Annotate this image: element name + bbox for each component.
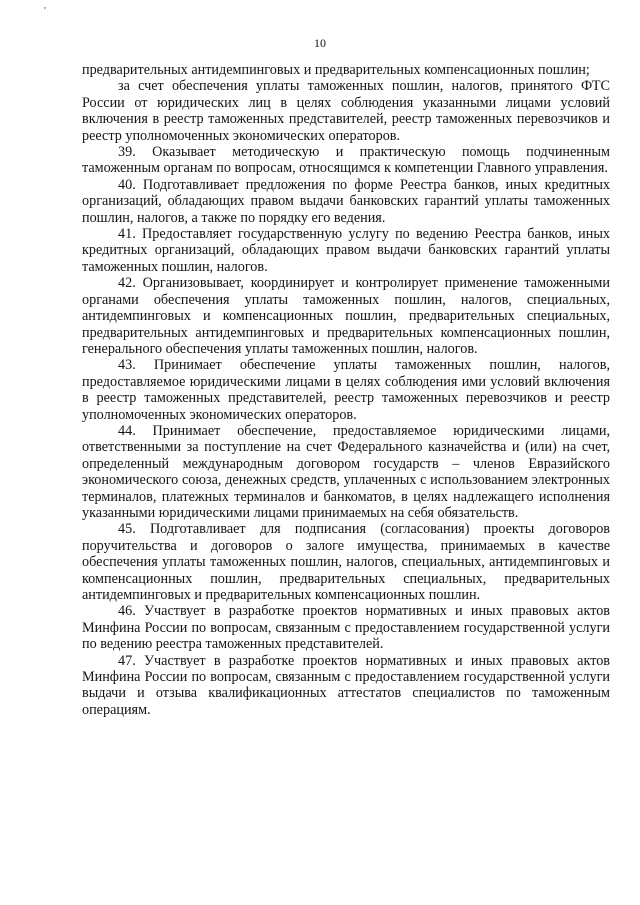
paragraph-40: 40. Подготавливает предложения по форме Реестра банков, иных кредитных организаций, обладающих правом выдачи банковских гарантий уплаты таможенных пошлин, налогов, а также по порядку его ведения. (82, 176, 610, 226)
paragraph-45: 45. Подготавливает для подписания (согласования) проекты договоров поручительства и договоров о залоге имущества, принимаемых в качестве обеспечения уплаты таможенных пошлин, налогов, специальных, антидемпинговых и компенсационных пошлин, предварительных специальных, предварительных антидемпинговых и предварительных компенсационных пошлин. (82, 521, 610, 603)
paragraph: за счет обеспечения уплаты таможенных пошлин, налогов, принятого ФТС России от юридических лиц в целях соблюдения указанными лицами условий включения в реестр таможенных представителей, реестр таможенных перевозчиков и реестр уполномоченных экономических операторов. (82, 78, 610, 144)
page-number: 10 (314, 36, 326, 50)
document-body (82, 62, 610, 718)
paragraph-continuation: предварительных антидемпинговых и предварительных компенсационных пошлин; (82, 62, 590, 78)
paragraph-43: 43. Принимает обеспечение уплаты таможенных пошлин, налогов, предоставляемое юридическими лицами в целях соблюдения ими условий включения в реестр таможенных представителей, реестр таможенных перевозчиков и реестр уполномоченных экономических операторов. (82, 357, 610, 423)
corner-mark: ' (44, 6, 47, 17)
paragraph-41: 41. Предоставляет государственную услугу по ведению Реестра банков, иных кредитных организаций, обладающих правом выдачи банковских гарантий уплаты таможенных пошлин, налогов. (82, 226, 610, 275)
paragraph-46: 46. Участвует в разработке проектов нормативных и иных правовых актов Минфина России по вопросам, связанным с предоставлением государственной услуги по ведению реестра таможенных представителей. (82, 603, 610, 653)
paragraph-39: 39. Оказывает методическую и практическую помощь подчиненным таможенным органам по вопросам, относящимся к компетенции Главного управления. (82, 144, 610, 177)
paragraph-47: 47. Участвует в разработке проектов нормативных и иных правовых актов Минфина России по вопросам, связанным с предоставлением государственной услуги выдачи и отзыва квалификационных аттестатов специалистов по таможенным операциям. (82, 652, 610, 718)
paragraph-42: 42. Организовывает, координирует и контролирует применение таможенными органами обеспечения уплаты таможенных пошлин, налогов, специальных, антидемпинговых и компенсационных пошлин, предварительных специальных, предварительных антидемпинговых и предварительных компенсационных пошлин, генерального обеспечения уплаты таможенных пошлин, налогов. (82, 275, 610, 357)
paragraph-44: 44. Принимает обеспечение, предоставляемое юридическими лицами, ответственными за поступление на счет Федерального казначейства и (или) на счет, определенный международным договором государств – членов Евразийского экономического союза, денежных средств, уплаченных с использованием электронных терминалов, платежных терминалов и банкоматов, в целях надлежащего исполнения указанными юридическими лицами принимаемых на себя обязательств. (82, 422, 610, 521)
